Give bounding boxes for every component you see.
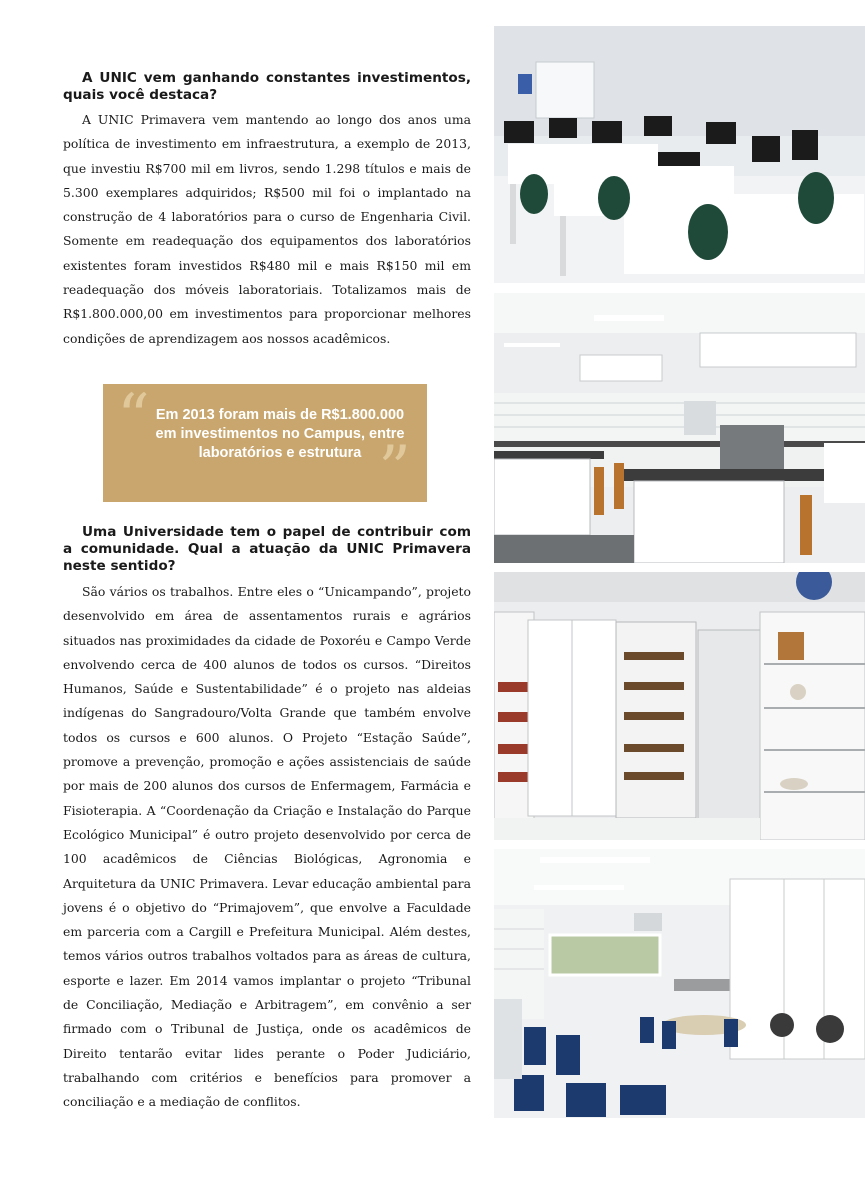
close-quote-icon: ” <box>378 433 411 507</box>
meeting-room-photo <box>494 849 865 1118</box>
open-quote-icon: “ <box>117 381 150 455</box>
science-lab-photo <box>494 293 865 563</box>
question-investments: A UNIC vem ganhando constantes investimentos, quais você destaca? <box>63 70 471 103</box>
pull-quote-text: Em 2013 foram mais de R$1.800.000 em investimentos no Campus, entre laboratórios e estrutura <box>155 407 405 461</box>
pull-quote <box>103 381 427 507</box>
answer-community: São vários os trabalhos. Entre eles o “Unicampando”, projeto desenvolvido em área de assentamentos rurais e agrários situados nas proximidades da cidade de Poxoréu e Campo Verde envolvendo cerca de 400 alunos de todos os cursos. “Direitos Humanos, Saúde e Sustentabilidade” é o projeto nas aldeias indígenas do Sangradouro/Volta Grande que também envolve todos os cursos e 600 alunos. O Projeto “Estação Saúde”, promove a prevenção, promoção e ações assistenciais de saúde por mais de 200 alunos dos cursos de Enfermagem, Farmácia e Fisioterapia. A “Coordenação da Criação e Instalação do Parque Ecológico Municipal” é outro projeto desenvolvido por cerca de 100 acadêmicos de Ciências Biológicas, Agronomia e Arquitetura da UNIC Primavera. Levar educação ambiental para jovens é o objetivo do “Primajovem”, que envolve a Faculdade em parceria com a Cargill e Prefeitura Municipal. Além destes, temos vários outros trabalhos voltados para as áreas de cultura, esporte e lazer. Em 2014 vamos implantar o projeto “Tribunal de Conciliação, Mediação e Arbitragem”, em convênio a ser firmado com o Tribunal de Justiça, onde os acadêmicos de Direito tentarão evitar lides perante o Poder Judiciário, trabalhando com critérios e benefícios para promover a conciliação e a mediação de conflitos. <box>63 584 471 1110</box>
computer-lab-photo <box>494 26 865 283</box>
question-community: Uma Universidade tem o papel de contribuir com a comunidade. Qual a atuação da UNIC Primavera neste sentido? <box>63 524 471 574</box>
answer-investments: A UNIC Primavera vem mantendo ao longo dos anos uma política de investimento em infraestrutura, a exemplo de 2013, que investiu R$700 mil em livros, sendo 1.298 títulos e mais de 5.300 exemplares adquiridos; R$500 mil foi o implantado na construção de 4 laboratórios para o curso de Engenharia Civil. Somente em readequação dos equipamentos dos laboratórios existentes foram investidos R$480 mil e mais R$150 mil em readequação dos móveis laboratoriais. Totalizamos mais de R$1.800.000,00 em investimentos para proporcionar melhores condições de aprendizagem aos nossos acadêmicos. <box>63 112 471 346</box>
specimen-cabinets-photo <box>494 572 865 840</box>
